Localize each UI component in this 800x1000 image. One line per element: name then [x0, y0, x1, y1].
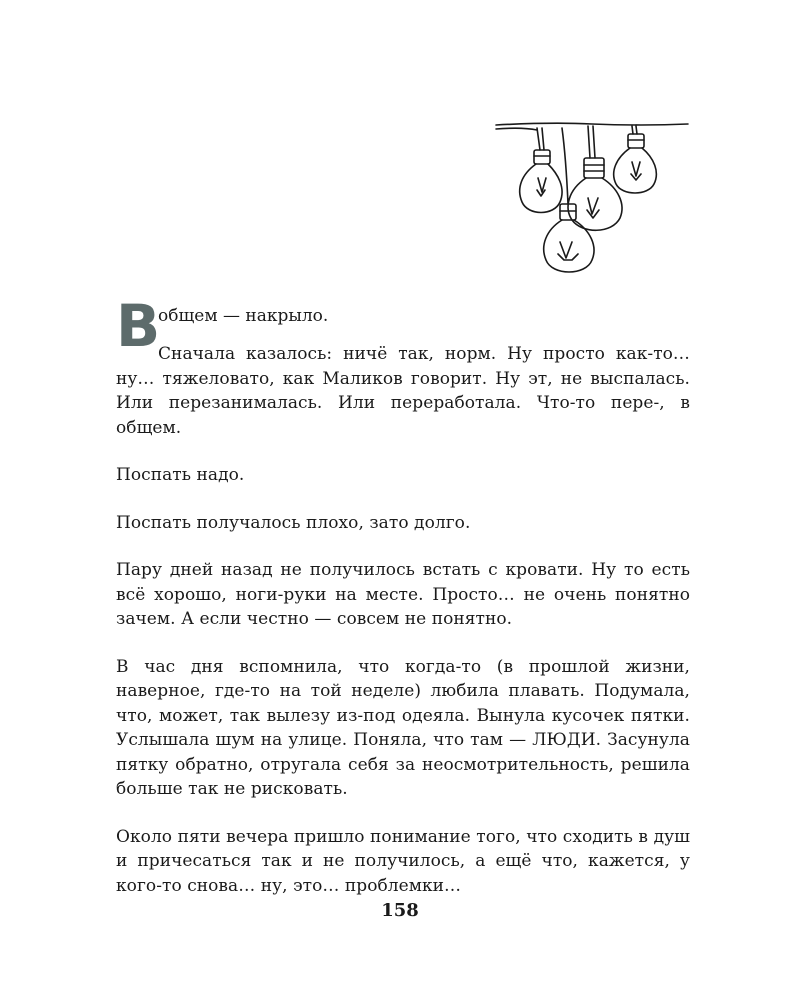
- first-paragraph: [116, 292, 690, 360]
- page-number: 158: [381, 900, 419, 921]
- paragraph: Сначала казалось: ничё так, норм. Ну просто как-то… ну… тяжеловато, как Маликов говорит. Ну эт, не выспалась. Или перезанималась. Или переработала. Что-то пере-, в общем.: [116, 344, 690, 438]
- main-text: [116, 292, 690, 898]
- paragraph: Пару дней назад не получилось встать с кровати. Ну то есть всё хорошо, ноги-руки на месте. Просто… не очень понятно зачем. А если честно — совсем не понятно.: [116, 560, 690, 629]
- light-bulbs-icon: [492, 118, 692, 288]
- paragraph: Поспать надо.: [116, 465, 245, 485]
- paragraph: В час дня вспомнила, что когда-то (в прошлой жизни, наверное, где-то на той неделе) любила плавать. Подумала, что, может, так вылезу из-под одеяла. Вынула кусочек пятки. Услышала шум на улице. Поняла, что там — ЛЮДИ. Засунула пятку обратно, отругала себя за неосмотрительность, решила больше так не рисковать.: [116, 656, 690, 799]
- paragraph: Поспать получалось плохо, зато долго.: [116, 512, 471, 533]
- paragraph: Около пяти вечера пришло понимание того, что сходить в душ и причесаться так и не получилось, а ещё что, кажется, у кого-то снова… ну, это… проблемки…: [116, 826, 690, 896]
- first-line: общем — накрыло.: [158, 306, 329, 326]
- drop-cap: В: [116, 292, 161, 360]
